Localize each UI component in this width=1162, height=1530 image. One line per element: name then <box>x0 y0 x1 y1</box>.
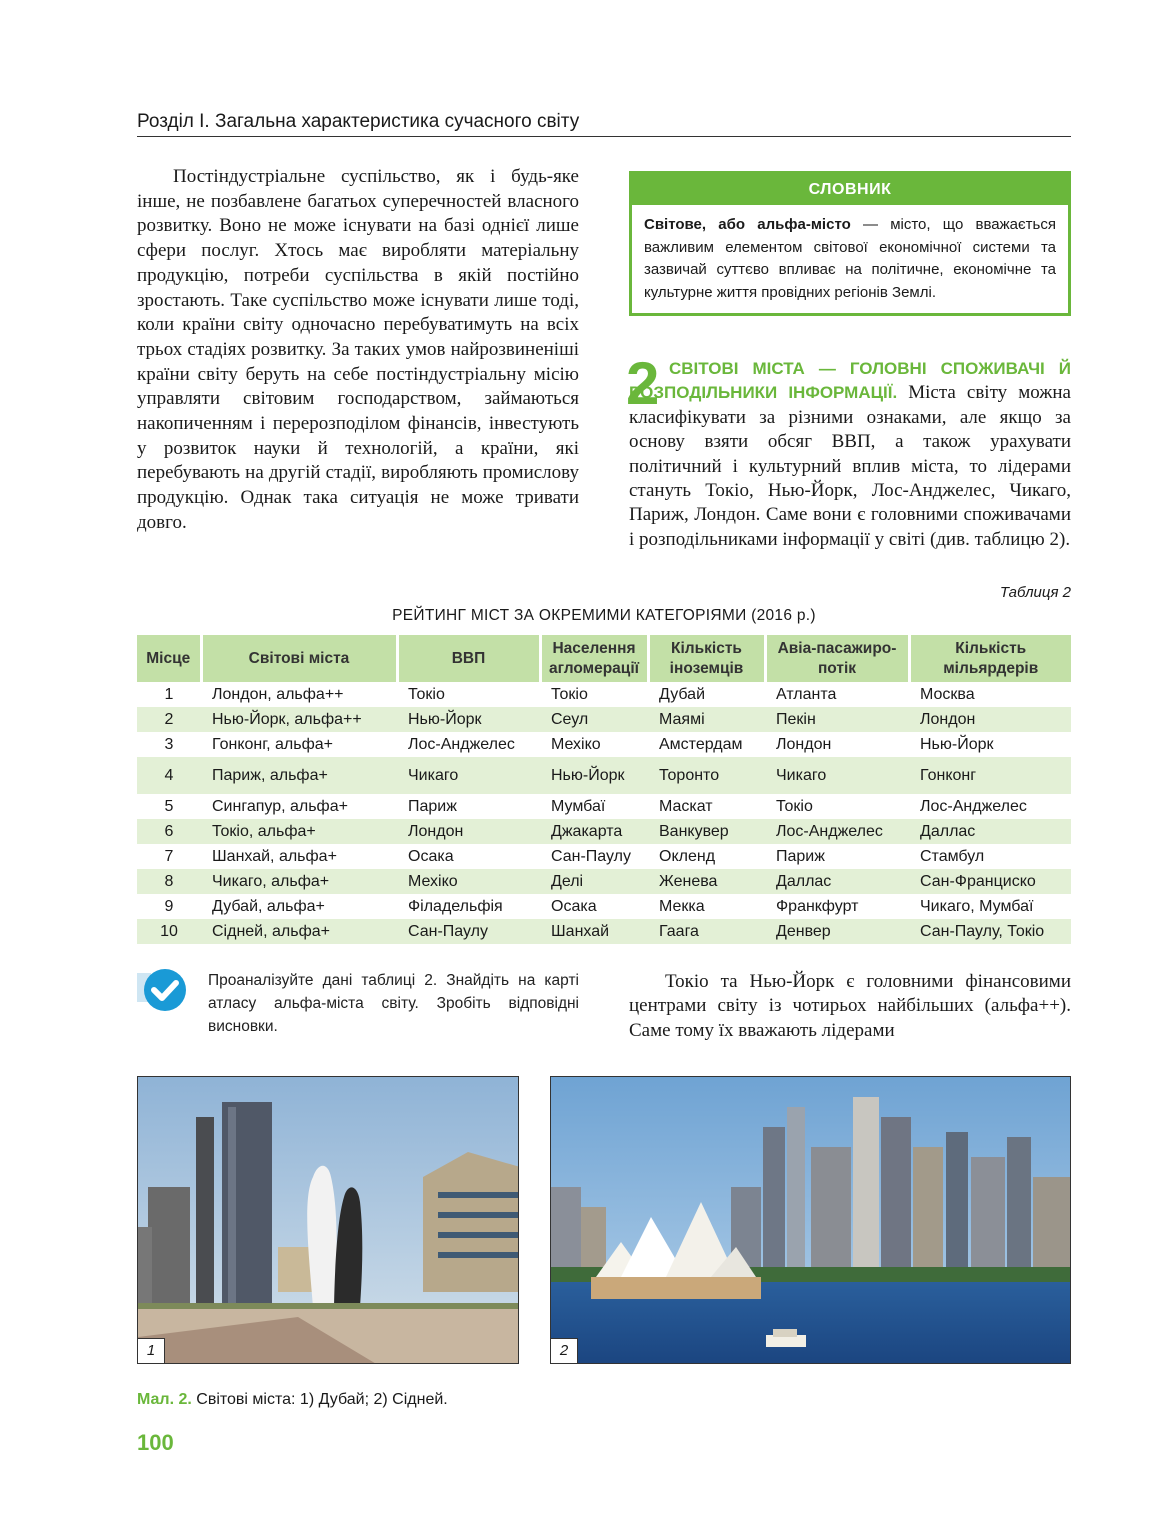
table-cell: Лондон, альфа++ <box>212 686 344 703</box>
caption-label: Мал. 2. <box>137 1391 192 1408</box>
table-header-cell: Місце <box>137 635 201 682</box>
table-cell: Нью-Йорк <box>540 757 648 794</box>
page-number: 100 <box>137 1430 174 1455</box>
table-cell: Денвер <box>765 919 909 944</box>
table-header-cell: Світові міста <box>201 635 397 682</box>
table-cell: Даллас <box>909 819 1071 844</box>
section-text: Міста світу можна класифікувати за різними ознаками, але якщо за основу взяти обсяг ВВП, а також урахувати політичний і культурний вплив міста, то лідерами стануть Токіо, Нью-Йорк, Лос-Анджелес, Чикаго, Париж, Лондон. Саме вони є головними споживачами і розподільниками інформації у світі (див. таблицю 2). <box>629 382 1071 550</box>
body-paragraph-left: Постіндустріальне суспільство, як і будь-яке інше, не позбавлене багатьох суперечностей власного розвитку. Воно не може існувати на базі однієї лише сфери послуг. Хтось має виробляти матеріальну продукцію, потреби суспільства в якій постійно зростають. Таке суспільство може існувати лише тоді, коли країни світу одночасно перебуватимуть на всіх трьох стадіях розвитку. За таких умов найрозвиненіші країни світу беруть на себе постіндустріальну місію управляти світовим господарством, займаються накопиченням і перерозподілом фінансів, інвестують у розвиток науки й технологій, а країни, які перебувають на другій стадії, виробляють промислову продукцію. Однак така ситуація не може тривати довго. <box>137 166 579 533</box>
table-cell: Лондон <box>909 707 1071 732</box>
task-text: Проаналізуйте дані таблиці 2. Знайдіть на карті атласу альфа-міста світу. Зробіть відповідні висновки. <box>208 972 579 1035</box>
table-cell: Осака <box>408 848 454 865</box>
table-cell: Париж, альфа+ <box>201 757 397 794</box>
table-cell: Гаага <box>648 919 765 944</box>
photo-sydney <box>550 1076 1071 1364</box>
table-cell: Мумбаї <box>551 798 606 815</box>
rating-table <box>137 635 1071 944</box>
table-row <box>137 707 1071 732</box>
table-cell: Ванкувер <box>648 819 765 844</box>
table-row <box>137 844 1071 869</box>
figure-caption <box>137 1391 448 1409</box>
table-cell: Лондон <box>397 819 540 844</box>
table-cell: 1 <box>164 686 174 703</box>
table-header-cell: Населення агломерації <box>540 635 648 682</box>
table-cell: Лос-Анджелес <box>920 798 1027 815</box>
table-cell: Делі <box>540 869 648 894</box>
table-cell: Париж <box>776 848 825 865</box>
table-cell: Токіо <box>408 686 445 703</box>
table-header-cell: Кількість іноземців <box>648 635 765 682</box>
table-cell: 9 <box>164 898 174 915</box>
table-cell: Токіо <box>551 686 588 703</box>
table-cell: Нью-Йорк, альфа++ <box>201 707 397 732</box>
table-header-row <box>137 635 1071 682</box>
table-cell: Гонконг <box>909 757 1071 794</box>
table-cell: Мехіко <box>551 736 601 753</box>
table-title: РЕЙТИНГ МІСТ ЗА ОКРЕМИМИ КАТЕГОРІЯМИ (2016 р.) <box>392 607 816 624</box>
table-cell: Лос-Анджелес <box>408 736 515 753</box>
table-cell: Сідней, альфа+ <box>201 919 397 944</box>
table-cell: 10 <box>137 919 201 944</box>
table-row <box>137 682 1071 707</box>
table-cell: Лос-Анджелес <box>765 819 909 844</box>
table-cell: Шанхай <box>540 919 648 944</box>
table-cell: Сеул <box>540 707 648 732</box>
table-cell: Сан-Франциско <box>909 869 1071 894</box>
glossary-term: Світове, або альфа-місто <box>644 216 851 233</box>
table-cell: Москва <box>920 686 975 703</box>
photo-number: 1 <box>138 1338 165 1363</box>
table-cell: Торонто <box>648 757 765 794</box>
table-label: Таблиця 2 <box>999 584 1071 601</box>
table-cell: Дубай, альфа+ <box>212 898 325 915</box>
table-cell: Шанхай, альфа+ <box>212 848 337 865</box>
table-cell: Окленд <box>659 848 716 865</box>
table-cell: Осака <box>551 898 597 915</box>
table-cell: Сан-Паулу <box>551 848 631 865</box>
table-row <box>137 794 1071 819</box>
table-cell: Даллас <box>765 869 909 894</box>
table-cell: Чикаго, альфа+ <box>201 869 397 894</box>
table-cell: 2 <box>137 707 201 732</box>
glossary-box <box>629 171 1071 316</box>
photo-dubai <box>137 1076 519 1364</box>
table-cell: Сан-Паулу, Токіо <box>909 919 1071 944</box>
table-cell: 8 <box>137 869 201 894</box>
table-cell: Мехіко <box>397 869 540 894</box>
table-row <box>137 819 1071 844</box>
table-cell: 7 <box>164 848 174 865</box>
glossary-definition: — місто, що вважається важливим елементом світової економічної системи та зазвичай суттєво впливає на політичне, економічне та культурне життя провідних регіонів Землі. <box>644 216 1056 301</box>
table-cell: Сан-Паулу <box>397 919 540 944</box>
table-cell: Токіо, альфа+ <box>201 819 397 844</box>
table-cell: Маямі <box>648 707 765 732</box>
table-cell: Токіо <box>776 798 813 815</box>
table-cell: Чикаго <box>765 757 909 794</box>
section-paragraph <box>629 357 1071 552</box>
table-header-cell: Кількість мільярдерів <box>909 635 1071 682</box>
table-cell: 4 <box>137 757 201 794</box>
table-cell: Франкфурт <box>776 898 859 915</box>
body-paragraph-right: Токіо та Нью-Йорк є головними фінансовими центрами світу із чотирьох найбільших (альфа++). Саме тому їх вважають лідерами <box>629 971 1071 1041</box>
table-cell: Париж <box>408 798 457 815</box>
table-cell: Чикаго, Мумбаї <box>920 898 1034 915</box>
table-cell: 6 <box>137 819 201 844</box>
table-row <box>137 919 1071 944</box>
table-cell: Сингапур, альфа+ <box>212 798 348 815</box>
task-box <box>137 968 189 1013</box>
table-row <box>137 732 1071 757</box>
table-cell: Чикаго <box>397 757 540 794</box>
table-cell: Стамбул <box>920 848 985 865</box>
table-cell: 5 <box>164 798 174 815</box>
table-row <box>137 894 1071 919</box>
table-cell: Джакарта <box>540 819 648 844</box>
glossary-heading: СЛОВНИК <box>632 174 1068 205</box>
table-cell: Нью-Йорк <box>920 736 994 753</box>
table-cell: Гонконг, альфа+ <box>212 736 333 753</box>
table-row <box>137 869 1071 894</box>
glossary-body <box>632 205 1068 304</box>
table-cell: Лондон <box>776 736 832 753</box>
table-header-cell: ВВП <box>397 635 540 682</box>
photo-number: 2 <box>551 1338 578 1363</box>
table-cell: Філадельфія <box>408 898 503 915</box>
table-cell: Амстердам <box>659 736 743 753</box>
table-header-cell: Авіа-пасажиро-потік <box>765 635 909 682</box>
table-cell: 3 <box>164 736 174 753</box>
table-row <box>137 757 1071 794</box>
caption-text: Світові міста: 1) Дубай; 2) Сідней. <box>191 1391 448 1408</box>
table-cell: Атланта <box>776 686 837 703</box>
table-cell: Пекін <box>765 707 909 732</box>
section-number: 2 <box>626 350 660 417</box>
checkmark-icon <box>137 968 189 1013</box>
table-cell: Маскат <box>659 798 713 815</box>
page-header: Розділ І. Загальна характеристика сучасного світу <box>137 110 1071 137</box>
table-cell: Женева <box>648 869 765 894</box>
table-cell: Дубай <box>659 686 705 703</box>
table-cell: Мекка <box>659 898 705 915</box>
table-cell: Нью-Йорк <box>397 707 540 732</box>
section-title: СВІТОВІ МІСТА — ГОЛОВНІ СПОЖИВАЧІ Й РОЗПОДІЛЬНИКИ ІНФОРМАЦІЇ. <box>629 359 1071 403</box>
